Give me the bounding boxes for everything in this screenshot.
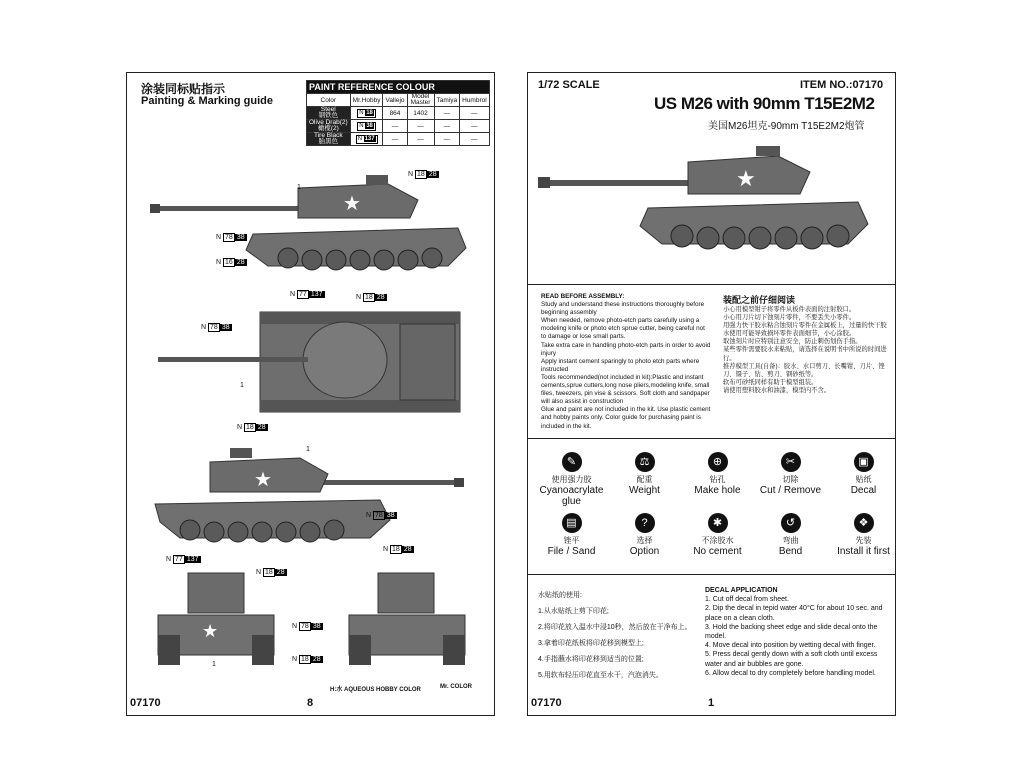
symbol-cut-remove: ✂ 切除 Cut / Remove: [754, 452, 827, 507]
svg-text:★: ★: [736, 166, 756, 191]
decal-step: 6. Allow decal to dry completely before handling model.: [705, 669, 876, 677]
symbol-legend-row-1: [535, 452, 900, 507]
humbrol-code: —: [460, 120, 490, 133]
callout-olive: N 78 38: [201, 324, 230, 331]
callout-steel: N 18 28: [237, 424, 266, 431]
symbol-bend: ↺ 弯曲 Bend: [754, 513, 827, 557]
painting-guide-title-cn: 涂装同标贴指示: [141, 82, 226, 96]
read-before-item-cn: 软布可砂纸同样有助于模型组装。: [723, 378, 818, 386]
scale-label: 1/72 SCALE: [538, 79, 600, 91]
glue-icon: ✎: [562, 452, 582, 472]
read-before-item: Study and understand these instructions thoroughly before beginning assembly: [541, 301, 705, 317]
mr-hobby-code: N 38: [357, 122, 376, 131]
callout-steel: N 16 28: [216, 259, 245, 266]
drill-icon: ⊕: [708, 452, 728, 472]
question-icon: ?: [635, 513, 655, 533]
color-name-cn: 钢铁色: [318, 112, 339, 119]
decal-step-cn: 4.手指蘸水将印花移到适当的位置;: [538, 656, 644, 663]
symbol-decal: ▣ 贴纸 Decal: [827, 452, 900, 507]
no-cement-icon: ✱: [708, 513, 728, 533]
decal-step: 1. Cut off decal from sheet.: [705, 596, 789, 604]
cut-icon: ✂: [781, 452, 801, 472]
painting-guide-title: Painting & Marking guide: [141, 95, 274, 107]
symbol-make-hole: ⊕ 钻孔 Make hole: [681, 452, 754, 507]
vallejo-code: —: [383, 133, 407, 146]
col-header: Mr.Hobby: [350, 94, 383, 107]
tank-side-view-left: [148, 170, 468, 280]
install-first-icon: ❖: [854, 513, 874, 533]
callout-steel: N 18 28: [383, 546, 412, 553]
decal-heading-cn: 水贴纸的使用:: [538, 592, 582, 599]
vallejo-code: —: [383, 120, 407, 133]
decal-heading: DECAL APPLICATION: [705, 587, 778, 594]
model-master-code: —: [407, 120, 434, 133]
decal-step: 2. Dip the decal in tepid water 40°C for about 10 sec. and place on a clean cloth.: [705, 605, 883, 622]
svg-text:★: ★: [254, 469, 272, 491]
symbol-no-cement: ✱ 不涂胶水 No cement: [681, 513, 754, 557]
model-master-code: —: [407, 133, 434, 146]
decal-step: 5. Press decal gently down with a soft cloth until excess water and air bubbles are gone.: [705, 651, 878, 668]
item-number: ITEM NO.:07170: [800, 79, 884, 91]
callout-olive: N 78 38: [216, 234, 245, 241]
read-before-item-cn: 取蚀刻片时应特别注意安全，防止刺伤划伤手指。: [723, 338, 862, 346]
decal-step-cn: 3.拿着印花纸板将印花移到模型上;: [538, 640, 644, 647]
read-before-item-cn: 某些零件需要胶水来粘贴，请选择在说明书中所说的时间进行。: [723, 346, 887, 362]
paint-row: [307, 133, 490, 146]
tank-top-view: [150, 300, 470, 430]
color-name: Tire Black: [314, 132, 343, 139]
decal-application-en: [705, 586, 887, 678]
read-before-item: Apply instant cement sparingly to photo etch parts where instructed: [541, 357, 700, 373]
vallejo-code: 864: [383, 107, 407, 120]
callout-steel: N 18 28: [408, 171, 437, 178]
legend-mr-color: Mr. COLOR: [440, 684, 473, 690]
tamiya-code: —: [434, 133, 460, 146]
callout-tire-black: N 77 137: [166, 556, 199, 563]
col-header: Model Master: [407, 94, 434, 107]
tank-side-view-right: [150, 440, 470, 550]
decal-application-cn: [538, 588, 693, 684]
callout-steel: N 18 28: [356, 294, 385, 301]
col-header: Vallejo: [383, 94, 407, 107]
symbol-legend-row-2: [535, 513, 900, 557]
paint-table-heading: PAINT REFERENCE COLOUR: [307, 81, 490, 94]
read-before-item-cn: 小心用模型钳子将零件从板件表面的注射胶口。: [723, 306, 856, 313]
file-icon: ▤: [562, 513, 582, 533]
callout-olive: N 78 38: [366, 512, 395, 519]
callout-number: 1: [212, 661, 216, 668]
read-before-heading: READ BEFORE ASSEMBLY:: [541, 293, 625, 300]
col-header: Color: [307, 94, 351, 107]
read-before-item-cn: 用强力快干胶水粘合蚀刻片零件在金属板上，过量的快干胶水使用可能导致损坏零件表面细节，小心涂胶。: [723, 322, 887, 338]
svg-text:★: ★: [343, 193, 361, 215]
decal-step-cn: 5.用软布轻压印花直至水干，汽泡消失。: [538, 672, 663, 679]
read-before-cn: [723, 293, 888, 395]
callout-number: 1: [240, 382, 244, 389]
weight-icon: ⚖: [635, 452, 655, 472]
color-name-cn: 胎黑色: [318, 138, 339, 145]
tamiya-code: —: [434, 107, 460, 120]
paint-row: [307, 107, 490, 120]
col-header: Humbrol: [460, 94, 490, 107]
decal-step: 3. Hold the backing sheet edge and slide decal onto the model.: [705, 623, 878, 641]
col-header: Tamiya: [434, 94, 460, 107]
symbol-option: ? 选择 Option: [608, 513, 681, 557]
model-master-code: 1402: [407, 107, 434, 120]
decal-icon: ▣: [854, 452, 874, 472]
read-before-item: Tools recommended(not included in kit):Plastic and instant cements,sprue cutters,long nose pliers,modeling knife, small files, tweezers, pin vise & scissors. Soft cloth and sandpaper will also assist in construction: [541, 373, 710, 406]
color-name-cn: 橄榄(2): [317, 125, 339, 132]
symbol-weight: ⚖ 配重 Weight: [608, 452, 681, 507]
left-page-number: 8: [307, 697, 314, 709]
paint-row: [307, 120, 490, 133]
bend-icon: ↺: [781, 513, 801, 533]
tamiya-code: —: [434, 120, 460, 133]
tank-hero-illustration: [538, 140, 878, 260]
color-name: Steel: [320, 106, 336, 113]
callout-olive: N 78 38: [292, 623, 321, 630]
humbrol-code: —: [460, 133, 490, 146]
read-before-en: [541, 293, 711, 431]
symbol-install-first: ❖ 先装 Install it first: [827, 513, 900, 557]
mr-hobby-code: N 18: [357, 109, 376, 118]
read-before-item: When needed, remove photo-etch parts carefully using a modeling knife or photo etch sprue cutter, being careful not to damage or lose small parts.: [541, 317, 705, 341]
callout-steel: N 18 28: [256, 569, 285, 576]
read-before-item: Glue and paint are not included in the kit. Use plastic cement and hobby paints only. Color guide for purchasing paint is included in the kit.: [541, 406, 711, 430]
read-before-item-cn: 小心用刀片切下蚀刻片零件，不要丢失小零件。: [723, 314, 856, 322]
tank-rear-view: [343, 565, 473, 675]
read-before-item-cn: 请使用塑料胶水和油漆，模型内不含。: [723, 386, 831, 394]
svg-text:★: ★: [202, 621, 219, 641]
read-before-item-cn: 推荐模型工具(自备)：胶水、水口剪刀、长嘴钳、刀片、锉刀、镊子、钻、剪刀、钢砂纸等。: [723, 362, 885, 378]
decal-step-cn: 1.从水贴纸上剪下印花;: [538, 608, 609, 615]
right-page-number: 1: [708, 697, 715, 709]
tank-front-view: [150, 565, 280, 675]
callout-tire-black: N 77 137: [290, 291, 323, 298]
color-name: Olive Drab(2): [309, 119, 348, 126]
right-item-number: 07170: [531, 697, 562, 709]
legend-aqueous: H:水 AQUEOUS HOBBY COLOR: [330, 687, 421, 693]
kit-title: US M26 with 90mm T15E2M2: [654, 94, 875, 113]
callout-steel: N 18 28: [292, 656, 321, 663]
read-before-heading-cn: 装配之前仔细阅读: [723, 295, 796, 305]
left-item-number: 07170: [130, 697, 161, 709]
symbol-file-sand: ▤ 锉平 File / Sand: [535, 513, 608, 557]
callout-number: 1: [306, 446, 310, 453]
humbrol-code: —: [460, 107, 490, 120]
read-before-item: Take extra care in handling photo-etch parts in order to avoid injury: [541, 341, 711, 357]
decal-step: 4. Move decal into position by wetting decal with finger.: [705, 642, 876, 650]
decal-step-cn: 2.将印花放入温水中浸10秒，然后放在干净布上。: [538, 624, 692, 631]
mr-hobby-code: N 137: [356, 135, 378, 144]
kit-title-cn: 美国M26坦克-90mm T15E2M2炮管: [708, 121, 865, 132]
symbol-cyanoacrylate: ✎ 使用强力胶 Cyanoacrylate glue: [535, 452, 608, 507]
callout-number: 1: [297, 184, 301, 191]
paint-reference-table: [306, 80, 490, 146]
